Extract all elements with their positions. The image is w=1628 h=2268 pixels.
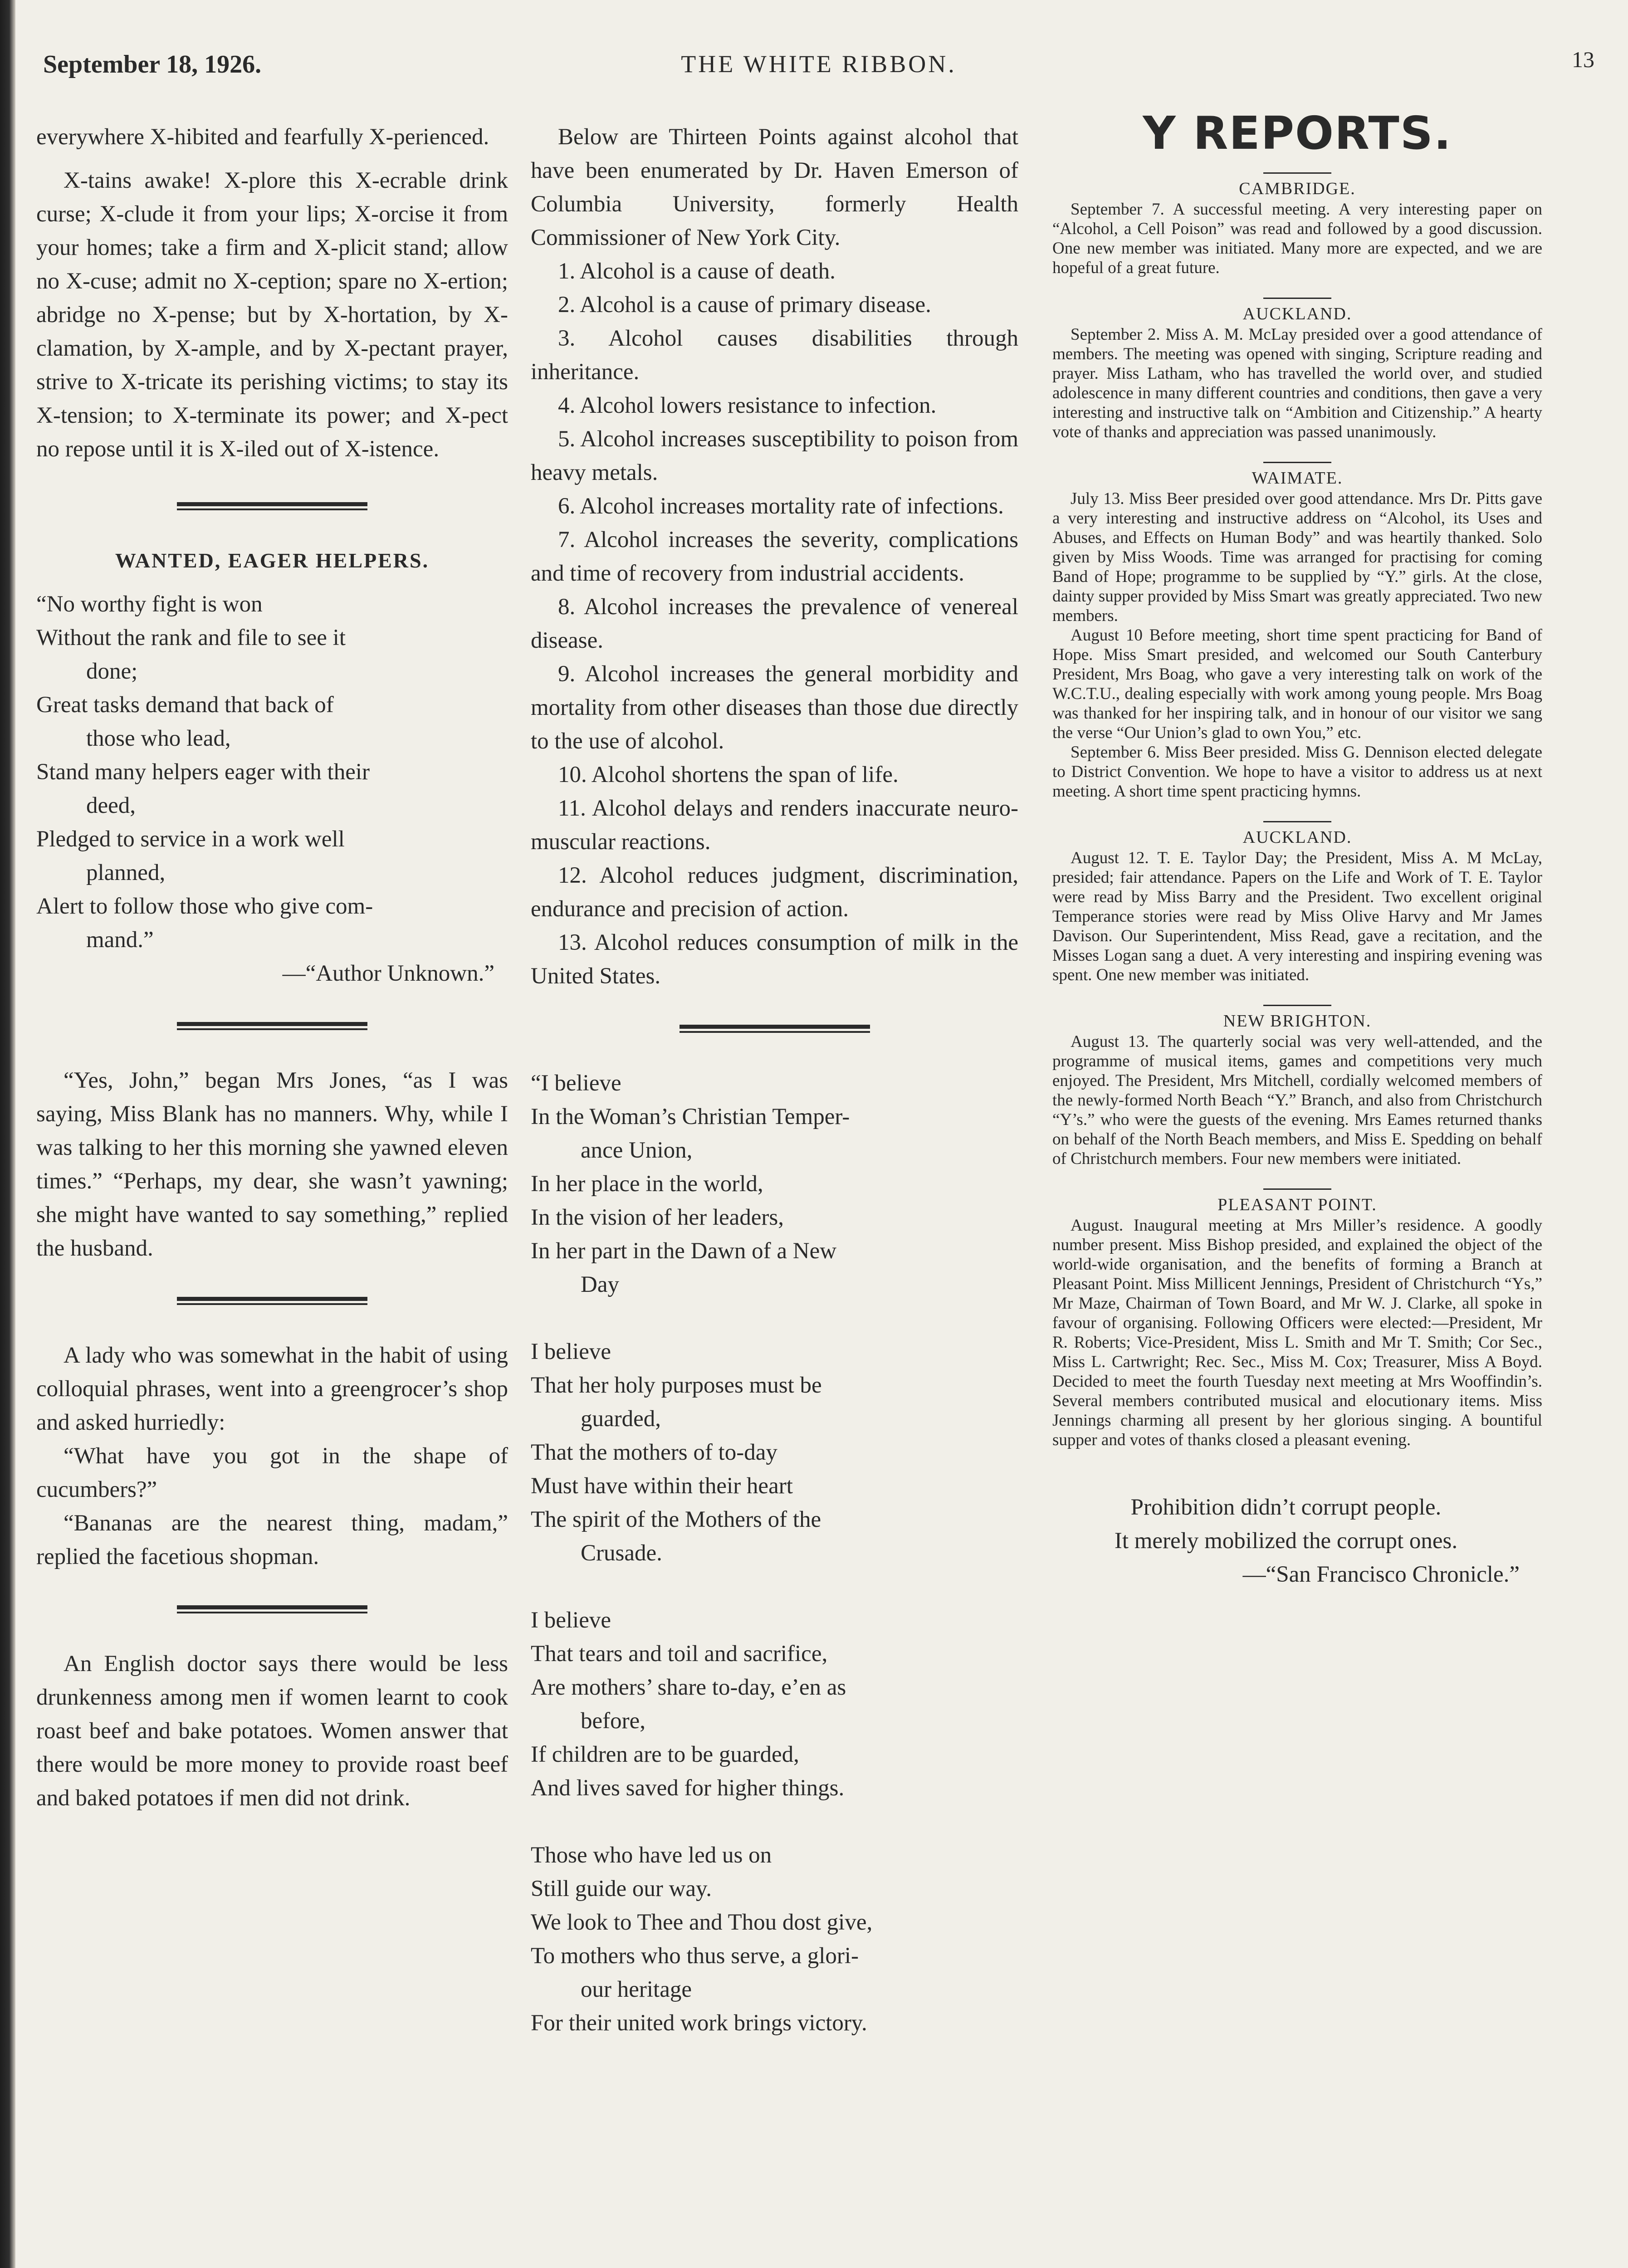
poem-line: Crusade. <box>581 1540 662 1566</box>
poem-line: Without the rank and file to see it <box>36 625 346 650</box>
doctor-item <box>36 1647 508 1815</box>
poem-line: Alert to follow those who give com- <box>36 894 373 919</box>
poem-line: That tears and toil and sacrifice, <box>531 1641 828 1667</box>
report-paragraph: August 10 Before meeting, short time spent practicing for Band of Hope. Miss Smart presided, and welcomed our South Canterbury President, Mrs Boag, who gave a very interesting talk on work of the W.C.T.U., dealing especially with work among young people. Mrs Boag was thanked for her inspiring talk, and in honour of our visitor we sang the verse “Our Union’s glad to own You,” etc. <box>1052 626 1542 742</box>
closing-quote-line: Prohibition didn’t corrupt people. <box>1130 1495 1442 1520</box>
point-item: 12. Alcohol reduces judgment, discrimination, endurance and precision of action. <box>531 863 1018 922</box>
poem-line: In the vision of her leaders, <box>531 1205 784 1230</box>
thirteen-points-article <box>531 120 1018 993</box>
point-item: 7. Alcohol increases the severity, complications and time of recovery from industrial accidents. <box>531 527 1018 586</box>
branch-name: PLEASANT POINT. <box>1052 1188 1542 1215</box>
column-middle <box>531 120 1018 2040</box>
poem-line: Those who have led us on <box>531 1843 772 1868</box>
section-divider <box>177 502 367 510</box>
poem-line: “No worthy fight is won <box>36 591 263 617</box>
believe-lines <box>531 1066 1018 2040</box>
section-divider <box>177 1297 367 1305</box>
branch-name: AUCKLAND. <box>1052 821 1542 847</box>
point-item: 4. Alcohol lowers resistance to infection. <box>558 393 937 418</box>
publication-title: THE WHITE RIBBON. <box>681 50 957 78</box>
poem-line: Must have within their heart <box>531 1473 793 1499</box>
helpers-poem <box>36 544 508 990</box>
poem-line: mand.” <box>86 927 154 953</box>
poem-line: I believe <box>531 1608 611 1633</box>
point-item: 6. Alcohol increases mortality rate of infections. <box>558 494 1004 519</box>
poem-line: In her place in the world, <box>531 1171 763 1197</box>
poem-line: If children are to be guarded, <box>531 1742 799 1767</box>
x-paragraph: everywhere X-hibited and fearfully X-perienced. <box>36 124 489 150</box>
closing-quote-source: —“San Francisco Chronicle.” <box>1242 1562 1520 1587</box>
point-item: 3. Alcohol causes disabilities through inheritance. <box>531 326 1018 385</box>
column-right <box>1052 107 1542 1591</box>
page-number: 13 <box>1572 47 1594 72</box>
greengrocer-paragraph: “Bananas are the nearest thing, madam,” replied the facetious shopman. <box>36 1510 508 1569</box>
helpers-heading: WANTED, EAGER HELPERS. <box>115 549 430 572</box>
issue-date: September 18, 1926. <box>43 50 262 78</box>
greengrocer-paragraph: “What have you got in the shape of cucumbers?” <box>36 1443 508 1502</box>
poem-line: Day <box>581 1272 619 1297</box>
branch-report <box>1052 1188 1542 1450</box>
report-paragraph: September 2. Miss A. M. McLay presided over a good attendance of members. The meeting was opened with singing, Scripture reading and prayer. Miss Latham, who has travelled the world over, and studied adolescence in many different countries and conditions, then gave a very interesting and instructive talk on “Ambition and Citizenship.” A hearty vote of thanks and appreciation was passed unanimously. <box>1052 325 1542 441</box>
poem-line: In her part in the Dawn of a New <box>531 1238 837 1264</box>
branch-name: CAMBRIDGE. <box>1052 172 1542 199</box>
y-reports-title: Y REPORTS. <box>1143 107 1452 160</box>
y-reports-list <box>1052 172 1542 1450</box>
poem-line: Still guide our way. <box>531 1876 712 1901</box>
poem-line: our heritage <box>581 1977 692 2002</box>
page-binding-edge <box>0 0 15 2268</box>
poem-line: Great tasks demand that back of <box>36 692 334 718</box>
poem-line: For their united work brings victory. <box>531 2010 867 2036</box>
x-paragraph: X-tains awake! X-plore this X-ecrable drink curse; X-clude it from your lips; X-orcise it from your homes; take a firm and X-plicit stand; allow no X-cuse; admit no X-ception; spare no X-ertion; abridge no X-pense; but by X-hortation, by X-clamation, by X-ample, and by X-pectant prayer, strive to X-tricate its perishing victims; to stay its X-tension; to X-terminate its power; and X-pect no repose until it is X-iled out of X-istence. <box>36 168 508 462</box>
helpers-lines <box>36 587 508 957</box>
helpers-author: —“Author Unknown.” <box>282 961 494 986</box>
poem-line: those who lead, <box>86 726 231 751</box>
poem-line: “I believe <box>531 1070 621 1096</box>
poem-line: To mothers who thus serve, a glori- <box>531 1943 859 1969</box>
poem-line: planned, <box>86 860 166 885</box>
poem-line: done; <box>86 659 138 684</box>
poem-line: And lives saved for higher things. <box>531 1775 845 1801</box>
branch-name: AUCKLAND. <box>1052 298 1542 324</box>
poem-line: That her holy purposes must be <box>531 1373 822 1398</box>
poem-line: before, <box>581 1708 645 1734</box>
jones-anecdote <box>36 1064 508 1265</box>
doctor-paragraph: An English doctor says there would be less drunkenness among men if women learnt to cook roast beef and bake potatoes. Women answer that there would be more money to provide roast beef and baked potatoes if men did not drink. <box>36 1651 508 1811</box>
point-item: 10. Alcohol shortens the span of life. <box>558 762 899 787</box>
point-item: 5. Alcohol increases susceptibility to poison from heavy metals. <box>531 426 1018 485</box>
poem-line: ance Union, <box>581 1138 693 1163</box>
poem-line: guarded, <box>581 1406 661 1432</box>
branch-name: WAIMATE. <box>1052 462 1542 488</box>
points-intro: Below are Thirteen Points against alcohol that have been enumerated by Dr. Haven Emerson of Columbia University, formerly Health Commissioner of New York City. <box>531 124 1018 250</box>
point-item: 8. Alcohol increases the prevalence of venereal disease. <box>531 594 1018 653</box>
column-left <box>36 120 508 1815</box>
poem-line: I believe <box>531 1339 611 1364</box>
page-header <box>43 47 1594 100</box>
branch-report <box>1052 1005 1542 1168</box>
report-paragraph: August. Inaugural meeting at Mrs Miller’s residence. A goodly number present. Miss Bishop presided, and explained the object of the world-wide organisation, and the benefits of forming a Branch at Pleasant Point. Miss Millicent Jennings, President of Christchurch “Ys,” Mr Maze, Chairman of Town Board, and Mr W. J. Clarke, all spoke in favour of organising. Following Officers were elected:—President, Mr R. Roberts; Vice-President, Miss L. Smith and Mr T. Smith; Cor Sec., Miss L. Cartwright; Rec. Sec., Miss M. Cox; Treasurer, Miss A Boyd. Decided to meet the fourth Tuesday next meeting at Mrs Wooffindin’s. Several members contributed musical and elocutionary items. Miss Jennings charming all present by her glorious singing. A bountiful supper and votes of thanks closed a pleasant evening. <box>1052 1216 1542 1449</box>
poem-line: Pledged to service in a work well <box>36 826 345 852</box>
closing-quote <box>1052 1491 1542 1591</box>
believe-poem <box>531 1066 1018 2040</box>
poem-line: Are mothers’ share to-day, e’en as <box>531 1675 846 1700</box>
branch-name: NEW BRIGHTON. <box>1052 1005 1542 1031</box>
branch-report <box>1052 172 1542 278</box>
point-item: 13. Alcohol reduces consumption of milk in the United States. <box>531 930 1018 989</box>
report-paragraph: August 13. The quarterly social was very well-attended, and the programme of musical items, games and competitions very much enjoyed. The President, Mrs Mitchell, cordially welcomed members of the newly-formed North Beach “Y.” Branch, and also from Christchurch “Y’s.” who were the guests of the evening. Mrs Eames returned thanks on behalf of the North Beach members, and Miss E. Spedding on behalf of Christchurch members. Four new members were initiated. <box>1052 1032 1542 1168</box>
branch-report <box>1052 298 1542 442</box>
point-item: 9. Alcohol increases the general morbidity and mortality from other diseases than those due directly to the use of alcohol. <box>531 661 1018 754</box>
jones-paragraph: “Yes, John,” began Mrs Jones, “as I was saying, Miss Blank has no manners. Why, while I was talking to her this morning she yawned eleven times.” “Perhaps, my dear, she wasn’t yawning; she might have wanted to say something,” replied the husband. <box>36 1068 508 1261</box>
x-article <box>36 120 508 466</box>
point-item: 11. Alcohol delays and renders inaccurate neuro-muscular reactions. <box>531 796 1018 855</box>
report-paragraph: July 13. Miss Beer presided over good attendance. Mrs Dr. Pitts gave a very interesting and instructive address on “Alcohol, its Uses and Abuses, and Effects on Human Body” and was heartily thanked. Solo given by Miss Woods. Time was arranged for practising for coming Band of Hope; programme to be supplied by “Y.” girls. At the close, dainty supper provided by Miss Smart was greatly appreciated. Two new members. <box>1052 489 1542 625</box>
greengrocer-paragraph: A lady who was somewhat in the habit of using colloquial phrases, went into a greengrocer’s shop and asked hurriedly: <box>36 1343 508 1435</box>
greengrocer-anecdote <box>36 1339 508 1574</box>
section-divider <box>177 1022 367 1030</box>
branch-report <box>1052 462 1542 801</box>
poem-line: We look to Thee and Thou dost give, <box>531 1910 873 1935</box>
poem-line: deed, <box>86 793 136 818</box>
poem-line: The spirit of the Mothers of the <box>531 1507 821 1532</box>
section-divider <box>680 1025 870 1033</box>
point-item: 1. Alcohol is a cause of death. <box>558 259 836 284</box>
report-paragraph: September 7. A successful meeting. A very interesting paper on “Alcohol, a Cell Poison” was read and followed by a good discussion. One new member was initiated. Many more are expected, and we are hopeful of a great future. <box>1052 200 1542 277</box>
poem-line: That the mothers of to-day <box>531 1440 777 1465</box>
poem-line: In the Woman’s Christian Temper- <box>531 1104 850 1129</box>
poem-line: Stand many helpers eager with their <box>36 759 370 785</box>
branch-report <box>1052 821 1542 985</box>
point-item: 2. Alcohol is a cause of primary disease. <box>558 292 931 318</box>
closing-quote-line: It merely mobilized the corrupt ones. <box>1114 1528 1458 1554</box>
section-divider <box>177 1605 367 1613</box>
report-paragraph: September 6. Miss Beer presided. Miss G. Dennison elected delegate to District Convention. We hope to have a visitor to address us at next meeting. A short time spent practicing hymns. <box>1052 743 1542 801</box>
report-paragraph: August 12. T. E. Taylor Day; the President, Miss A. M McLay, presided; fair attendance. Papers on the Life and Work of T. E. Taylor were read by Miss Barry and the President. Two excellent original Temperance stories were read by Miss Olive Harvy and Mr James Davison. Our Superintendent, Miss Read, gave a recitation, and the Misses Logan sang a duet. A very interesting and inspiring evening was spent. One new member was initiated. <box>1052 849 1542 984</box>
points-list <box>531 254 1018 993</box>
